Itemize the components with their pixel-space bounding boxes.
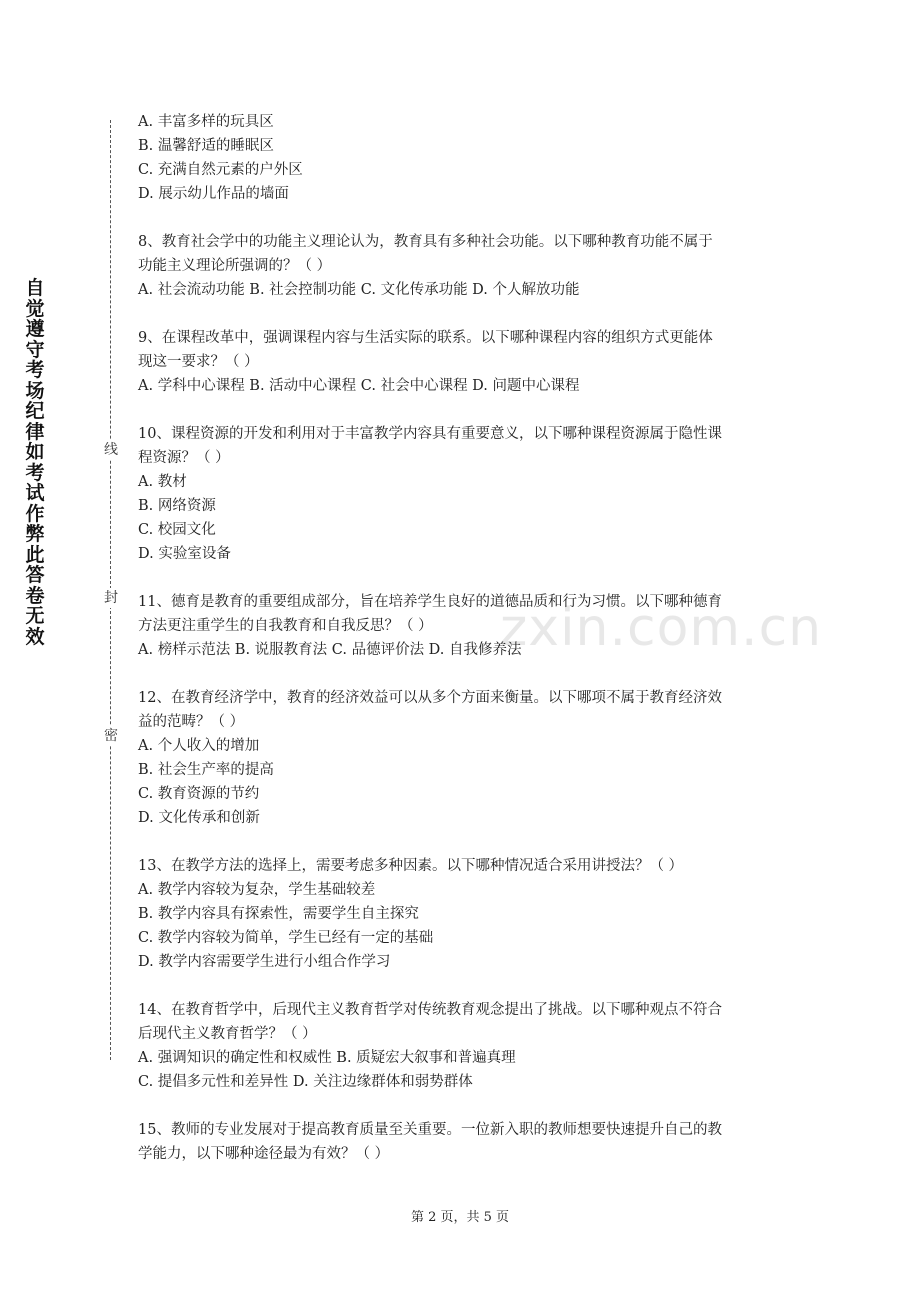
question-block — [138, 230, 788, 302]
question-option-line: C. 校园文化 — [138, 522, 216, 538]
question-content — [138, 110, 788, 1166]
question-stem-line: 现这一要求？（ ） — [138, 354, 259, 370]
binding-label-seal: 封 — [104, 590, 118, 606]
question-stem-line: 10、课程资源的开发和利用对于丰富教学内容具有重要意义，以下哪种课程资源属于隐性课 — [138, 426, 722, 442]
question-stem-line: 益的范畴？（ ） — [138, 714, 245, 730]
question-option-line: A. 个人收入的增加 — [138, 738, 260, 754]
question-block — [138, 854, 788, 974]
question-stem-line: 学能力，以下哪种途径最为有效？（ ） — [138, 1146, 390, 1162]
binding-label-secret: 密 — [104, 728, 118, 744]
question-option-line: A. 强调知识的确定性和权威性 B. 质疑宏大叙事和普遍真理 — [138, 1050, 516, 1066]
question-option-line: C. 教育资源的节约 — [138, 786, 260, 802]
previous-question-options — [138, 110, 788, 206]
option-a: A. 丰富多样的玩具区 — [138, 114, 274, 130]
question-option-line: D. 文化传承和创新 — [138, 810, 260, 826]
option-b: B. 温馨舒适的睡眠区 — [138, 138, 274, 154]
question-stem-line: 后现代主义教育哲学？（ ） — [138, 1026, 317, 1042]
question-option-line: A. 社会流动功能 B. 社会控制功能 C. 文化传承功能 D. 个人解放功能 — [138, 282, 580, 298]
question-stem-line: 15、教师的专业发展对于提高教育质量至关重要。一位新入职的教师想要快速提升自己的教 — [138, 1122, 722, 1138]
question-option-line: C. 提倡多元性和差异性 D. 关注边缘群体和弱势群体 — [138, 1074, 473, 1090]
question-option-line: A. 学科中心课程 B. 活动中心课程 C. 社会中心课程 D. 问题中心课程 — [138, 378, 580, 394]
question-option-line: A. 教材 — [138, 474, 187, 490]
question-block — [138, 686, 788, 830]
question-stem-line: 13、在教学方法的选择上，需要考虑多种因素。以下哪种情况适合采用讲授法？（ ） — [138, 858, 684, 874]
question-stem-line: 12、在教育经济学中，教育的经济效益可以从多个方面来衡量。以下哪项不属于教育经济效 — [138, 690, 722, 706]
question-stem-line: 14、在教育哲学中，后现代主义教育哲学对传统教育观念提出了挑战。以下哪种观点不符合 — [138, 1002, 722, 1018]
question-block — [138, 326, 788, 398]
question-block — [138, 998, 788, 1094]
question-block — [138, 590, 788, 662]
question-stem-line: 8、教育社会学中的功能主义理论认为，教育具有多种社会功能。以下哪种教育功能不属于 — [138, 234, 713, 250]
option-c: C. 充满自然元素的户外区 — [138, 162, 303, 178]
question-block — [138, 422, 788, 566]
question-option-line: B. 社会生产率的提高 — [138, 762, 274, 778]
question-option-line: B. 网络资源 — [138, 498, 216, 514]
option-d: D. 展示幼儿作品的墙面 — [138, 186, 289, 202]
question-option-line: A. 教学内容较为复杂，学生基础较差 — [138, 882, 376, 898]
binding-label-line: 线 — [104, 442, 118, 458]
question-list — [138, 230, 788, 1166]
exam-notice-vertical: 自觉遵守考场纪律如考试作弊此答卷无效 — [25, 277, 45, 648]
question-option-line: A. 榜样示范法 B. 说服教育法 C. 品德评价法 D. 自我修养法 — [138, 642, 522, 658]
question-option-line: B. 教学内容具有探索性，需要学生自主探究 — [138, 906, 419, 922]
page-footer: 第 2 页，共 5 页 — [410, 1210, 510, 1225]
question-stem-line: 功能主义理论所强调的？（ ） — [138, 258, 332, 274]
question-stem-line: 11、德育是教育的重要组成部分，旨在培养学生良好的道德品质和行为习惯。以下哪种德育 — [138, 594, 722, 610]
question-option-line: C. 教学内容较为简单，学生已经有一定的基础 — [138, 930, 434, 946]
watermark: zxin.com.cn — [500, 598, 823, 658]
question-stem-line: 9、在课程改革中，强调课程内容与生活实际的联系。以下哪种课程内容的组织方式更能体 — [138, 330, 713, 346]
question-stem-line: 方法更注重学生的自我教育和自我反思？（ ） — [138, 618, 433, 634]
question-stem-line: 程资源？（ ） — [138, 450, 230, 466]
question-option-line: D. 教学内容需要学生进行小组合作学习 — [138, 954, 391, 970]
question-option-line: D. 实验室设备 — [138, 546, 231, 562]
question-block — [138, 1118, 788, 1166]
